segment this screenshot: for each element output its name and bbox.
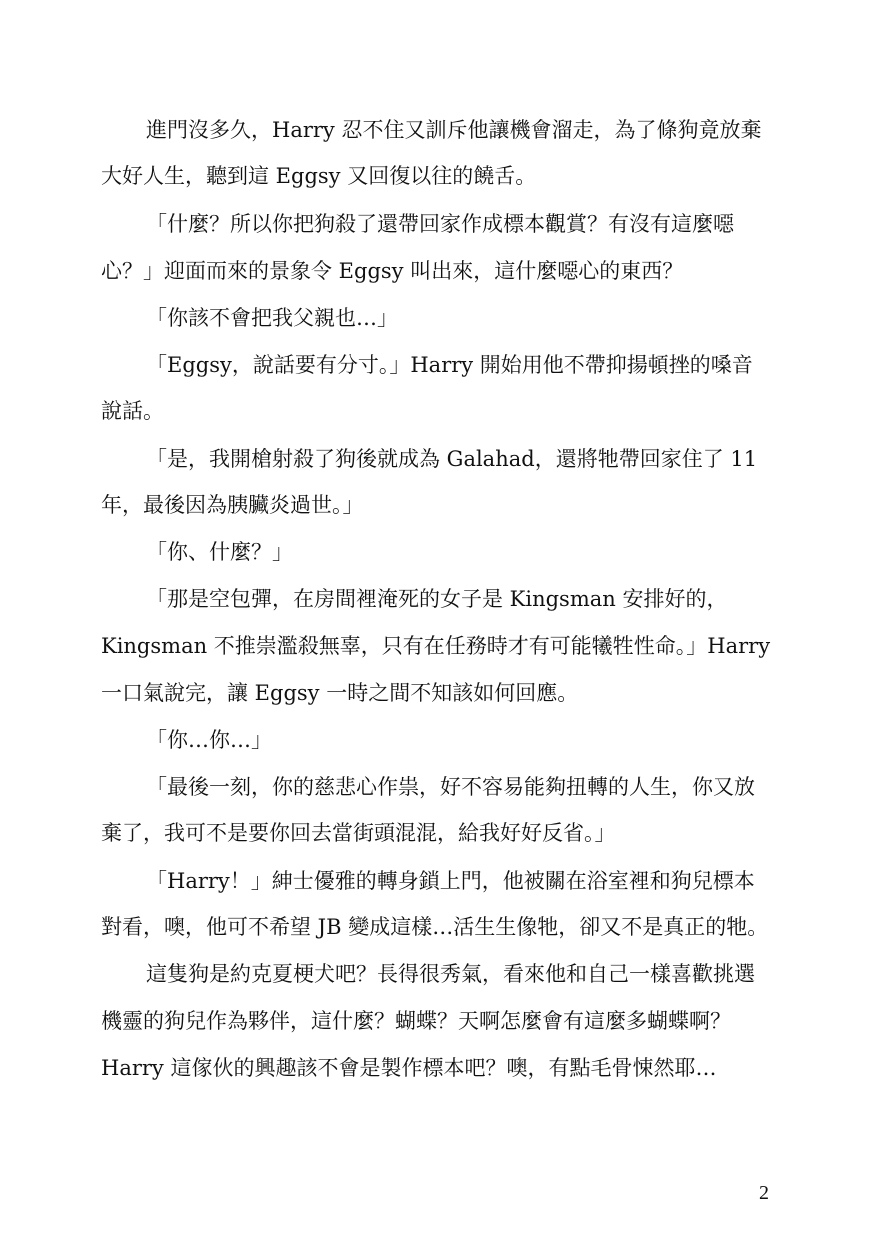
text-line-6: 「Eggsy，說話要有分寸。」Harry 開始用他不帶抑揚頓挫的嗓音 bbox=[146, 353, 753, 377]
text-line-21: Harry 這傢伙的興趣該不會是製作標本吧？噢，有點毛骨悚然耶… bbox=[101, 1056, 717, 1080]
text-line-16: 棄了，我可不是要你回去當街頭混混，給我好好反省。」 bbox=[101, 821, 616, 845]
text-line-17: 「Harry！」紳士優雅的轉身鎖上門，他被關在浴室裡和狗兒標本 bbox=[146, 869, 755, 893]
text-line-11: 「那是空包彈，在房間裡淹死的女子是 Kingsman 安排好的， bbox=[146, 587, 728, 611]
text-line-19: 這隻狗是約克夏梗犬吧？長得很秀氣，看來他和自己一樣喜歡挑選 bbox=[146, 962, 755, 986]
text-line-8: 「是，我開槍射殺了狗後就成為 Galahad，還將牠帶回家住了 11 bbox=[146, 447, 758, 471]
text-line-2: 大好人生，聽到這 Eggsy 又回復以往的饒舌。 bbox=[101, 164, 537, 188]
page-number: 2 bbox=[759, 1182, 769, 1204]
text-line-1: 進門沒多久，Harry 忍不住又訓斥他讓機會溜走，為了條狗竟放棄 bbox=[146, 118, 762, 142]
text-line-4: 心？」迎面而來的景象令 Eggsy 叫出來，這什麼噁心的東西？ bbox=[101, 259, 684, 283]
text-line-7: 說話。 bbox=[101, 399, 164, 423]
text-line-15: 「最後一刻，你的慈悲心作祟，好不容易能夠扭轉的人生，你又放 bbox=[146, 775, 755, 799]
text-line-20: 機靈的狗兒作為夥伴，這什麼？蝴蝶？天啊怎麼會有這麼多蝴蝶啊？ bbox=[101, 1009, 731, 1033]
text-line-12: Kingsman 不推崇濫殺無辜，只有在任務時才有可能犧牲性命。」Harry bbox=[101, 634, 771, 658]
text-line-10: 「你、什麼？」 bbox=[146, 540, 293, 564]
text-line-14: 「你…你…」 bbox=[146, 728, 272, 752]
text-line-5: 「你該不會把我父親也…」 bbox=[146, 306, 398, 330]
text-line-9: 年，最後因為胰臟炎過世。」 bbox=[101, 493, 364, 517]
text-line-13: 一口氣說完，讓 Eggsy 一時之間不知該如何回應。 bbox=[101, 681, 579, 705]
text-line-3: 「什麼？所以你把狗殺了還帶回家作成標本觀賞？有沒有這麼噁 bbox=[146, 212, 734, 236]
text-line-18: 對看，噢，他可不希望 JB 變成這樣…活生生像牠，卻又不是真正的牠。 bbox=[101, 915, 769, 939]
